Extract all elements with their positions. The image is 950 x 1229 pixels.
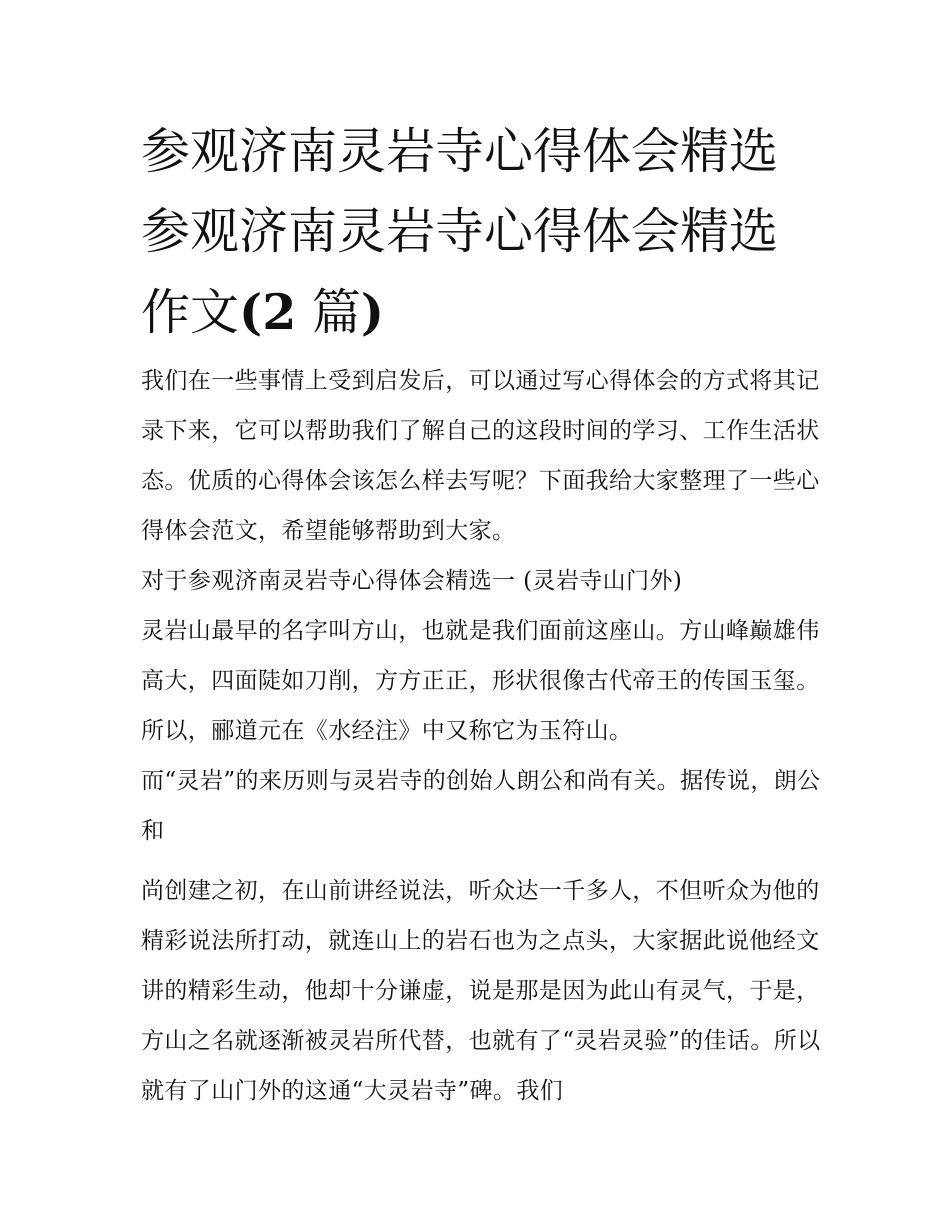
title-line-3-middle: 篇 xyxy=(296,284,361,341)
paragraph-lingyan-origin: 而“灵岩”的来历则与灵岩寺的创始人朗公和尚有关。据传说，朗公和 xyxy=(141,768,821,844)
paragraph-langgong: 尚创建之初，在山前讲经说法，听众达一千多人，不但听众为他的精彩说法所打动，就连山上的岩石也为之点头，大家据此说他经文讲的精彩生动，他却十分谦虚，说是那是因为此山有灵气，于是，方山之名就逐渐被灵岩所代替，也就有了“灵岩灵验”的佳话。所以就有了山门外的这通“大灵岩寺”碑。我们 xyxy=(141,878,821,1104)
section-heading: 对于参观济南灵岩寺心得体会精选一 (灵岩寺山门外) xyxy=(141,568,683,594)
document-body xyxy=(141,356,821,1116)
document-title xyxy=(141,112,821,353)
intro-paragraph: 我们在一些事情上受到启发后，可以通过写心得体会的方式将其记录下来，它可以帮助我们了解自己的这段时间的学习、工作生活状态。优质的心得体会该怎么样去写呢？下面我给大家整理了一些心得体会范文，希望能够帮助到大家。 xyxy=(141,368,820,544)
paragraph-fangshan: 灵岩山最早的名字叫方山，也就是我们面前这座山。方山峰巅雄伟高大，四面陡如刀削，方方正正，形状很像古代帝王的传国玉玺。所以，郦道元在《水经注》中又称它为玉符山。 xyxy=(141,618,820,744)
title-line-1: 参观济南灵岩寺心得体会精选 xyxy=(141,123,779,180)
title-line-2: 参观济南灵岩寺心得体会精选 xyxy=(141,203,779,260)
title-line-3-prefix: 作文 xyxy=(141,284,240,341)
title-line-3-end: ) xyxy=(360,283,385,341)
title-line-3-number: (2 xyxy=(239,283,297,341)
